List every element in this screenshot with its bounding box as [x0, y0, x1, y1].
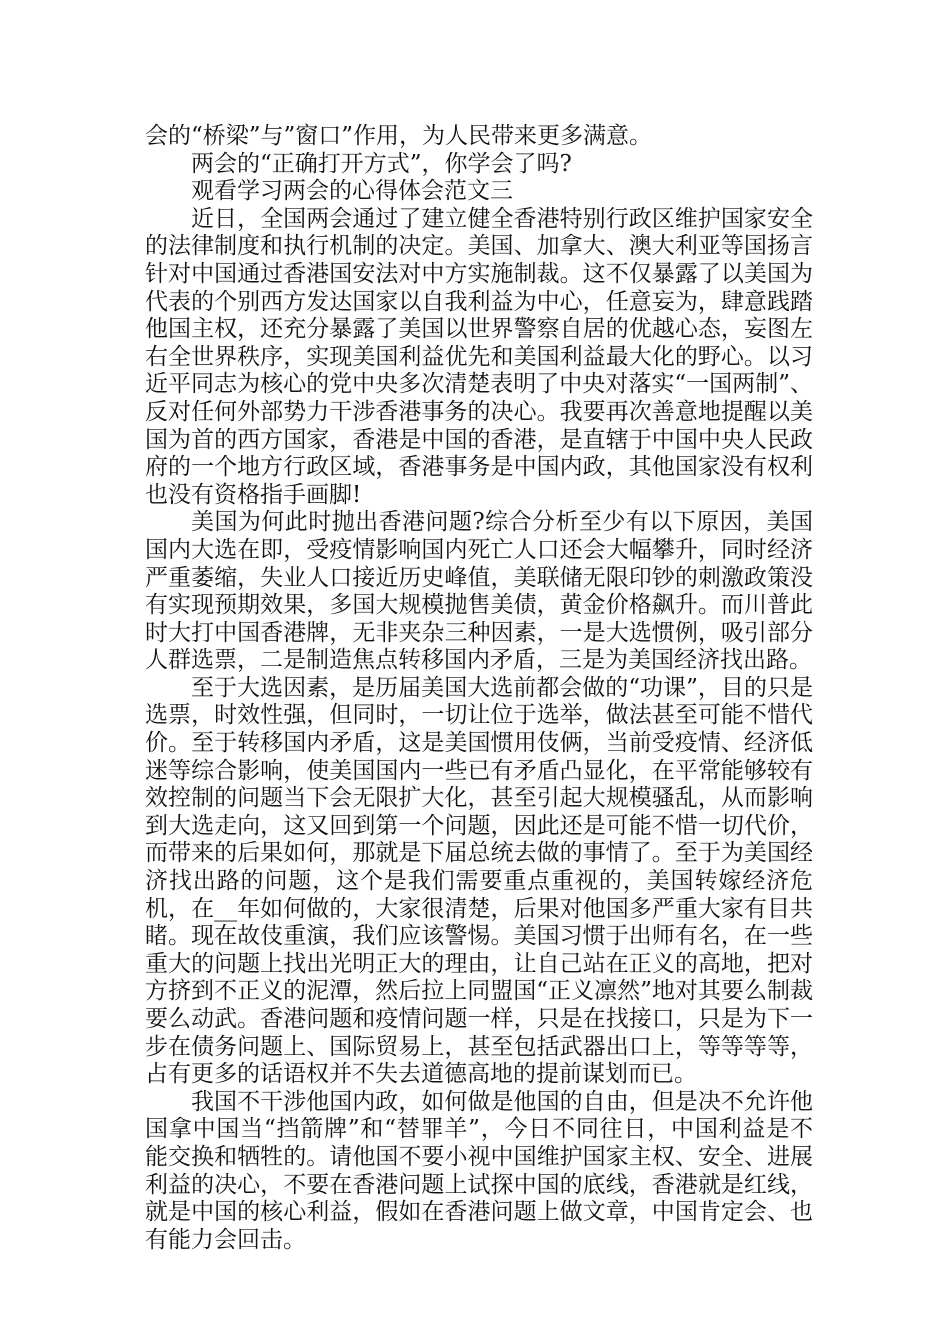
paragraph-question: 两会的“正确打开方式”，你学会了吗? — [191, 150, 572, 177]
paragraph-4: 我国不干涉他国内政，如何做是他国的自由，但是决不允许他国拿中国当“挡箭牌”和“替罪羊”，今日不同往日，中国利益是不能交换和牺牲的。请他国不要小视中国维护国家主权、安全、进展利益的决心，不要在香港问题上试探中国的底线，香港就是红线，就是中国的核心利益，假如在香港问题上做文章，中国肯定会、也有能力会回击。 — [145, 1088, 813, 1253]
paragraph-2: 美国为何此时抛出香港问题?综合分析至少有以下原因，美国国内大选在即，受疫情影响国内死亡人口还会大幅攀升，同时经济严重萎缩，失业人口接近历史峰值，美联储无限印钞的刺激政策没有实现预期效果，多国大规模抛售美债，黄金价格飙升。而川普此时大打中国香港牌，无非夹杂三种因素，一是大选惯例，吸引部分人群选票，二是制造焦点转移国内矛盾，三是为美国经济找出路。 — [145, 509, 813, 674]
document-body — [145, 123, 813, 1254]
section-heading: 观看学习两会的心得体会范文三 — [191, 178, 513, 205]
paragraph-1: 近日，全国两会通过了建立健全香港特别行政区维护国家安全的法律制度和执行机制的决定。美国、加拿大、澳大利亚等国扬言针对中国通过香港国安法对中方实施制裁。这不仅暴露了以美国为代表的个别西方发达国家以自我利益为中心，任意妄为，肆意践踏他国主权，还充分暴露了美国以世界警察自居的优越心态，妄图左右全世界秩序，实现美国利益优先和美国利益最大化的野心。以习近平同志为核心的党中央多次清楚表明了中央对落实“一国两制”、反对任何外部势力干涉香港事务的决心。我要再次善意地提醒以美国为首的西方国家，香港是中国的香港，是直辖于中国中央人民政府的一个地方行政区域，香港事务是中国内政，其他国家没有权利也没有资格指手画脚! — [145, 205, 813, 508]
paragraph-continuation: 会的“桥梁”与”窗口”作用，为人民带来更多满意。 — [145, 123, 653, 149]
paragraph-3: 至于大选因素，是历届美国大选前都会做的“功课”，目的只是选票，时效性强，但同时，一切让位于选举，做法甚至可能不惜代价。至于转移国内矛盾，这是美国惯用伎俩，当前受疫情、经济低迷等综合影响，使美国国内一些已有矛盾凸显化，在平常能够较有效控制的问题当下会无限扩大化，甚至引起大规模骚乱，从而影响到大选走向，这又回到第一个问题，因此还是可能不惜一切代价，而带来的后果如何，那就是下届总统去做的事情了。至于为美国经济找出路的问题，这个是我们需要重点重视的，美国转嫁经济危机，在__年如何做的，大家很清楚，后果对他国多严重大家有目共睹。现在故伎重演，我们应该警惕。美国习惯于出师有名，在一些重大的问题上找出光明正大的理由，让自己站在正义的高地，把对方挤到不正义的泥潭，然后拉上同盟国“正义凛然”地对其要么制裁要么动武。香港问题和疫情问题一样，只是在找接口，只是为下一步在债务问题上、国际贸易上，甚至包括武器出口上，等等等等，占有更多的话语权并不失去道德高地的提前谋划而已。 — [145, 674, 813, 1088]
